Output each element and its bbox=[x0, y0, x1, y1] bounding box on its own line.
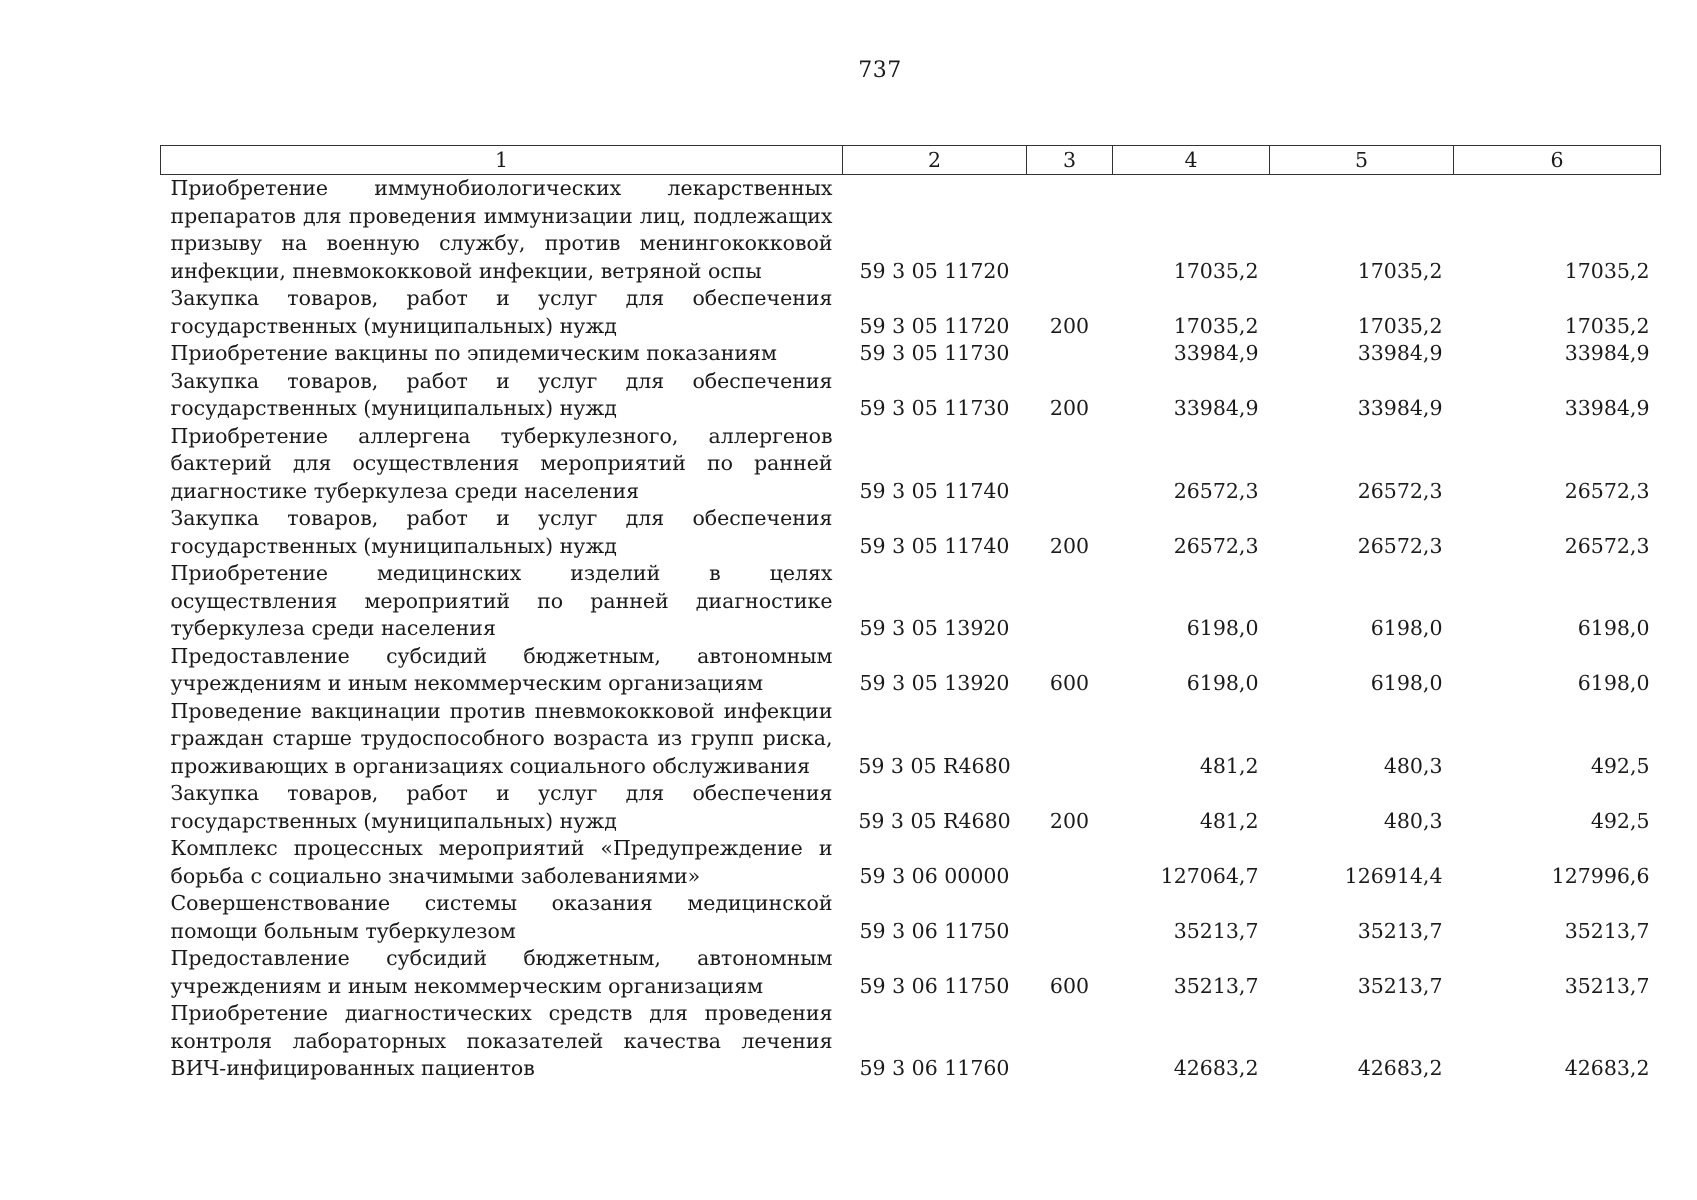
amount-year-3: 33984,9 bbox=[1564, 341, 1650, 365]
expense-type-code bbox=[1027, 175, 1113, 286]
amount-year-3: 6198,0 bbox=[1577, 616, 1650, 640]
amount-year-2: 6198,0 bbox=[1370, 671, 1443, 695]
expense-type-code bbox=[1027, 890, 1113, 945]
expense-name: Закупка товаров, работ и услуг для обеспечения государственных (муниципальных) нужд bbox=[170, 368, 833, 420]
amount-year-1: 6198,0 bbox=[1186, 671, 1259, 695]
target-article-code: 59 3 05 R4680 bbox=[858, 753, 1011, 778]
amount-year-2: 33984,9 bbox=[1357, 396, 1443, 420]
header-col-5: 5 bbox=[1270, 146, 1454, 175]
amount-year-2: 35213,7 bbox=[1357, 918, 1443, 943]
expense-type-code: 600 bbox=[1049, 671, 1090, 695]
expense-type-code: 200 bbox=[1049, 396, 1090, 420]
expense-type-code: 600 bbox=[1049, 973, 1090, 998]
target-article-code: 59 3 05 11740 bbox=[859, 478, 1010, 503]
table-row bbox=[161, 285, 1661, 340]
amount-year-2: 17035,2 bbox=[1357, 258, 1443, 283]
table-row bbox=[161, 835, 1661, 890]
header-col-6: 6 bbox=[1454, 146, 1661, 175]
expense-name: Предоставление субсидий бюджетным, автономным учреждениям и иным некоммерческим организациям bbox=[170, 946, 833, 998]
budget-table bbox=[160, 145, 1661, 1083]
target-article-code: 59 3 06 11760 bbox=[859, 1056, 1010, 1080]
table-row bbox=[161, 643, 1661, 698]
expense-name: Совершенствование системы оказания медицинской помощи больным туберкулезом bbox=[170, 891, 833, 943]
amount-year-3: 17035,2 bbox=[1564, 313, 1650, 338]
amount-year-1: 127064,7 bbox=[1160, 863, 1259, 888]
header-col-3: 3 bbox=[1027, 146, 1113, 175]
amount-year-1: 481,2 bbox=[1199, 753, 1259, 778]
amount-year-3: 127996,6 bbox=[1551, 863, 1650, 888]
table-row bbox=[161, 175, 1661, 286]
expense-name: Приобретение вакцины по эпидемическим показаниям bbox=[170, 341, 777, 365]
table-row bbox=[161, 340, 1661, 368]
amount-year-1: 6198,0 bbox=[1186, 616, 1259, 640]
amount-year-1: 26572,3 bbox=[1173, 533, 1259, 558]
amount-year-3: 42683,2 bbox=[1564, 1056, 1650, 1080]
amount-year-1: 33984,9 bbox=[1173, 341, 1259, 365]
target-article-code: 59 3 05 13920 bbox=[859, 616, 1010, 640]
amount-year-3: 35213,7 bbox=[1564, 973, 1650, 998]
target-article-code: 59 3 05 13920 bbox=[859, 671, 1010, 695]
expense-name: Приобретение медицинских изделий в целях осуществления мероприятий по ранней диагностике туберкулеза среди населения bbox=[170, 561, 833, 640]
amount-year-2: 126914,4 bbox=[1344, 863, 1443, 888]
amount-year-1: 17035,2 bbox=[1173, 258, 1259, 283]
amount-year-2: 26572,3 bbox=[1357, 478, 1443, 503]
amount-year-2: 480,3 bbox=[1383, 808, 1443, 833]
expense-name: Приобретение аллергена туберкулезного, аллергенов бактерий для осуществления мероприятий по ранней диагностике туберкулеза среди населения bbox=[170, 423, 833, 503]
target-article-code: 59 3 06 11750 bbox=[859, 918, 1010, 943]
amount-year-3: 492,5 bbox=[1590, 808, 1650, 833]
expense-name: Закупка товаров, работ и услуг для обеспечения государственных (муниципальных) нужд bbox=[170, 506, 833, 558]
target-article-code: 59 3 05 11740 bbox=[859, 533, 1010, 558]
amount-year-2: 17035,2 bbox=[1357, 313, 1443, 338]
expense-name: Предоставление субсидий бюджетным, автономным учреждениям и иным некоммерческим организациям bbox=[170, 643, 833, 695]
expense-type-code bbox=[1027, 698, 1113, 781]
target-article-code: 59 3 06 00000 bbox=[859, 863, 1010, 888]
expense-type-code bbox=[1027, 1000, 1113, 1083]
amount-year-1: 35213,7 bbox=[1173, 918, 1259, 943]
amount-year-3: 26572,3 bbox=[1564, 478, 1650, 503]
amount-year-1: 35213,7 bbox=[1173, 973, 1259, 998]
expense-name: Закупка товаров, работ и услуг для обеспечения государственных (муниципальных) нужд bbox=[170, 286, 833, 338]
amount-year-2: 33984,9 bbox=[1357, 341, 1443, 365]
table-row bbox=[161, 890, 1661, 945]
target-article-code: 59 3 05 R4680 bbox=[858, 808, 1011, 833]
header-row bbox=[161, 146, 1661, 175]
amount-year-1: 42683,2 bbox=[1173, 1056, 1259, 1080]
amount-year-1: 481,2 bbox=[1199, 808, 1259, 833]
amount-year-3: 35213,7 bbox=[1564, 918, 1650, 943]
expense-name: Проведение вакцинации против пневмококковой инфекции граждан старше трудоспособного возраста из групп риска, проживающих в организациях социального обслуживания bbox=[170, 698, 833, 778]
table-row bbox=[161, 423, 1661, 506]
amount-year-3: 6198,0 bbox=[1577, 671, 1650, 695]
amount-year-3: 33984,9 bbox=[1564, 396, 1650, 420]
table-row bbox=[161, 698, 1661, 781]
expense-name: Приобретение иммунобиологических лекарственных препаратов для проведения иммунизации лиц, подлежащих призыву на военную службу, против менингококковой инфекции, пневмококковой инфекции, ветряной оспы bbox=[170, 176, 833, 283]
amount-year-2: 480,3 bbox=[1383, 753, 1443, 778]
expense-type-code: 200 bbox=[1049, 808, 1090, 833]
table-row bbox=[161, 780, 1661, 835]
amount-year-2: 42683,2 bbox=[1357, 1056, 1443, 1080]
expense-type-code bbox=[1027, 835, 1113, 890]
table-row bbox=[161, 560, 1661, 643]
table-header bbox=[161, 146, 1661, 175]
table-row bbox=[161, 505, 1661, 560]
expense-type-code: 200 bbox=[1049, 533, 1090, 558]
table-row bbox=[161, 368, 1661, 423]
amount-year-1: 33984,9 bbox=[1173, 396, 1259, 420]
target-article-code: 59 3 05 11730 bbox=[859, 341, 1010, 365]
page-number: 737 bbox=[858, 58, 902, 83]
expense-name: Комплекс процессных мероприятий «Предупреждение и борьба с социально значимыми заболеваниями» bbox=[170, 836, 833, 888]
amount-year-1: 17035,2 bbox=[1173, 313, 1259, 338]
expense-type-code bbox=[1027, 423, 1113, 506]
target-article-code: 59 3 06 11750 bbox=[859, 973, 1010, 998]
amount-year-3: 492,5 bbox=[1590, 753, 1650, 778]
amount-year-2: 35213,7 bbox=[1357, 973, 1443, 998]
expense-type-code bbox=[1027, 340, 1113, 368]
expense-name: Приобретение диагностических средств для проведения контроля лабораторных показателей качества лечения ВИЧ-инфицированных пациентов bbox=[170, 1001, 833, 1080]
expense-name: Закупка товаров, работ и услуг для обеспечения государственных (муниципальных) нужд bbox=[170, 781, 833, 833]
target-article-code: 59 3 05 11720 bbox=[859, 258, 1010, 283]
expense-type-code: 200 bbox=[1049, 313, 1090, 338]
amount-year-2: 6198,0 bbox=[1370, 616, 1443, 640]
amount-year-3: 26572,3 bbox=[1564, 533, 1650, 558]
table-row bbox=[161, 1000, 1661, 1083]
target-article-code: 59 3 05 11730 bbox=[859, 396, 1010, 420]
table-body bbox=[161, 175, 1661, 1083]
amount-year-2: 26572,3 bbox=[1357, 533, 1443, 558]
amount-year-1: 26572,3 bbox=[1173, 478, 1259, 503]
header-col-4: 4 bbox=[1113, 146, 1270, 175]
header-col-2: 2 bbox=[843, 146, 1027, 175]
expense-type-code bbox=[1027, 560, 1113, 643]
target-article-code: 59 3 05 11720 bbox=[859, 313, 1010, 338]
amount-year-3: 17035,2 bbox=[1564, 258, 1650, 283]
table-row bbox=[161, 945, 1661, 1000]
header-col-1: 1 bbox=[161, 146, 843, 175]
